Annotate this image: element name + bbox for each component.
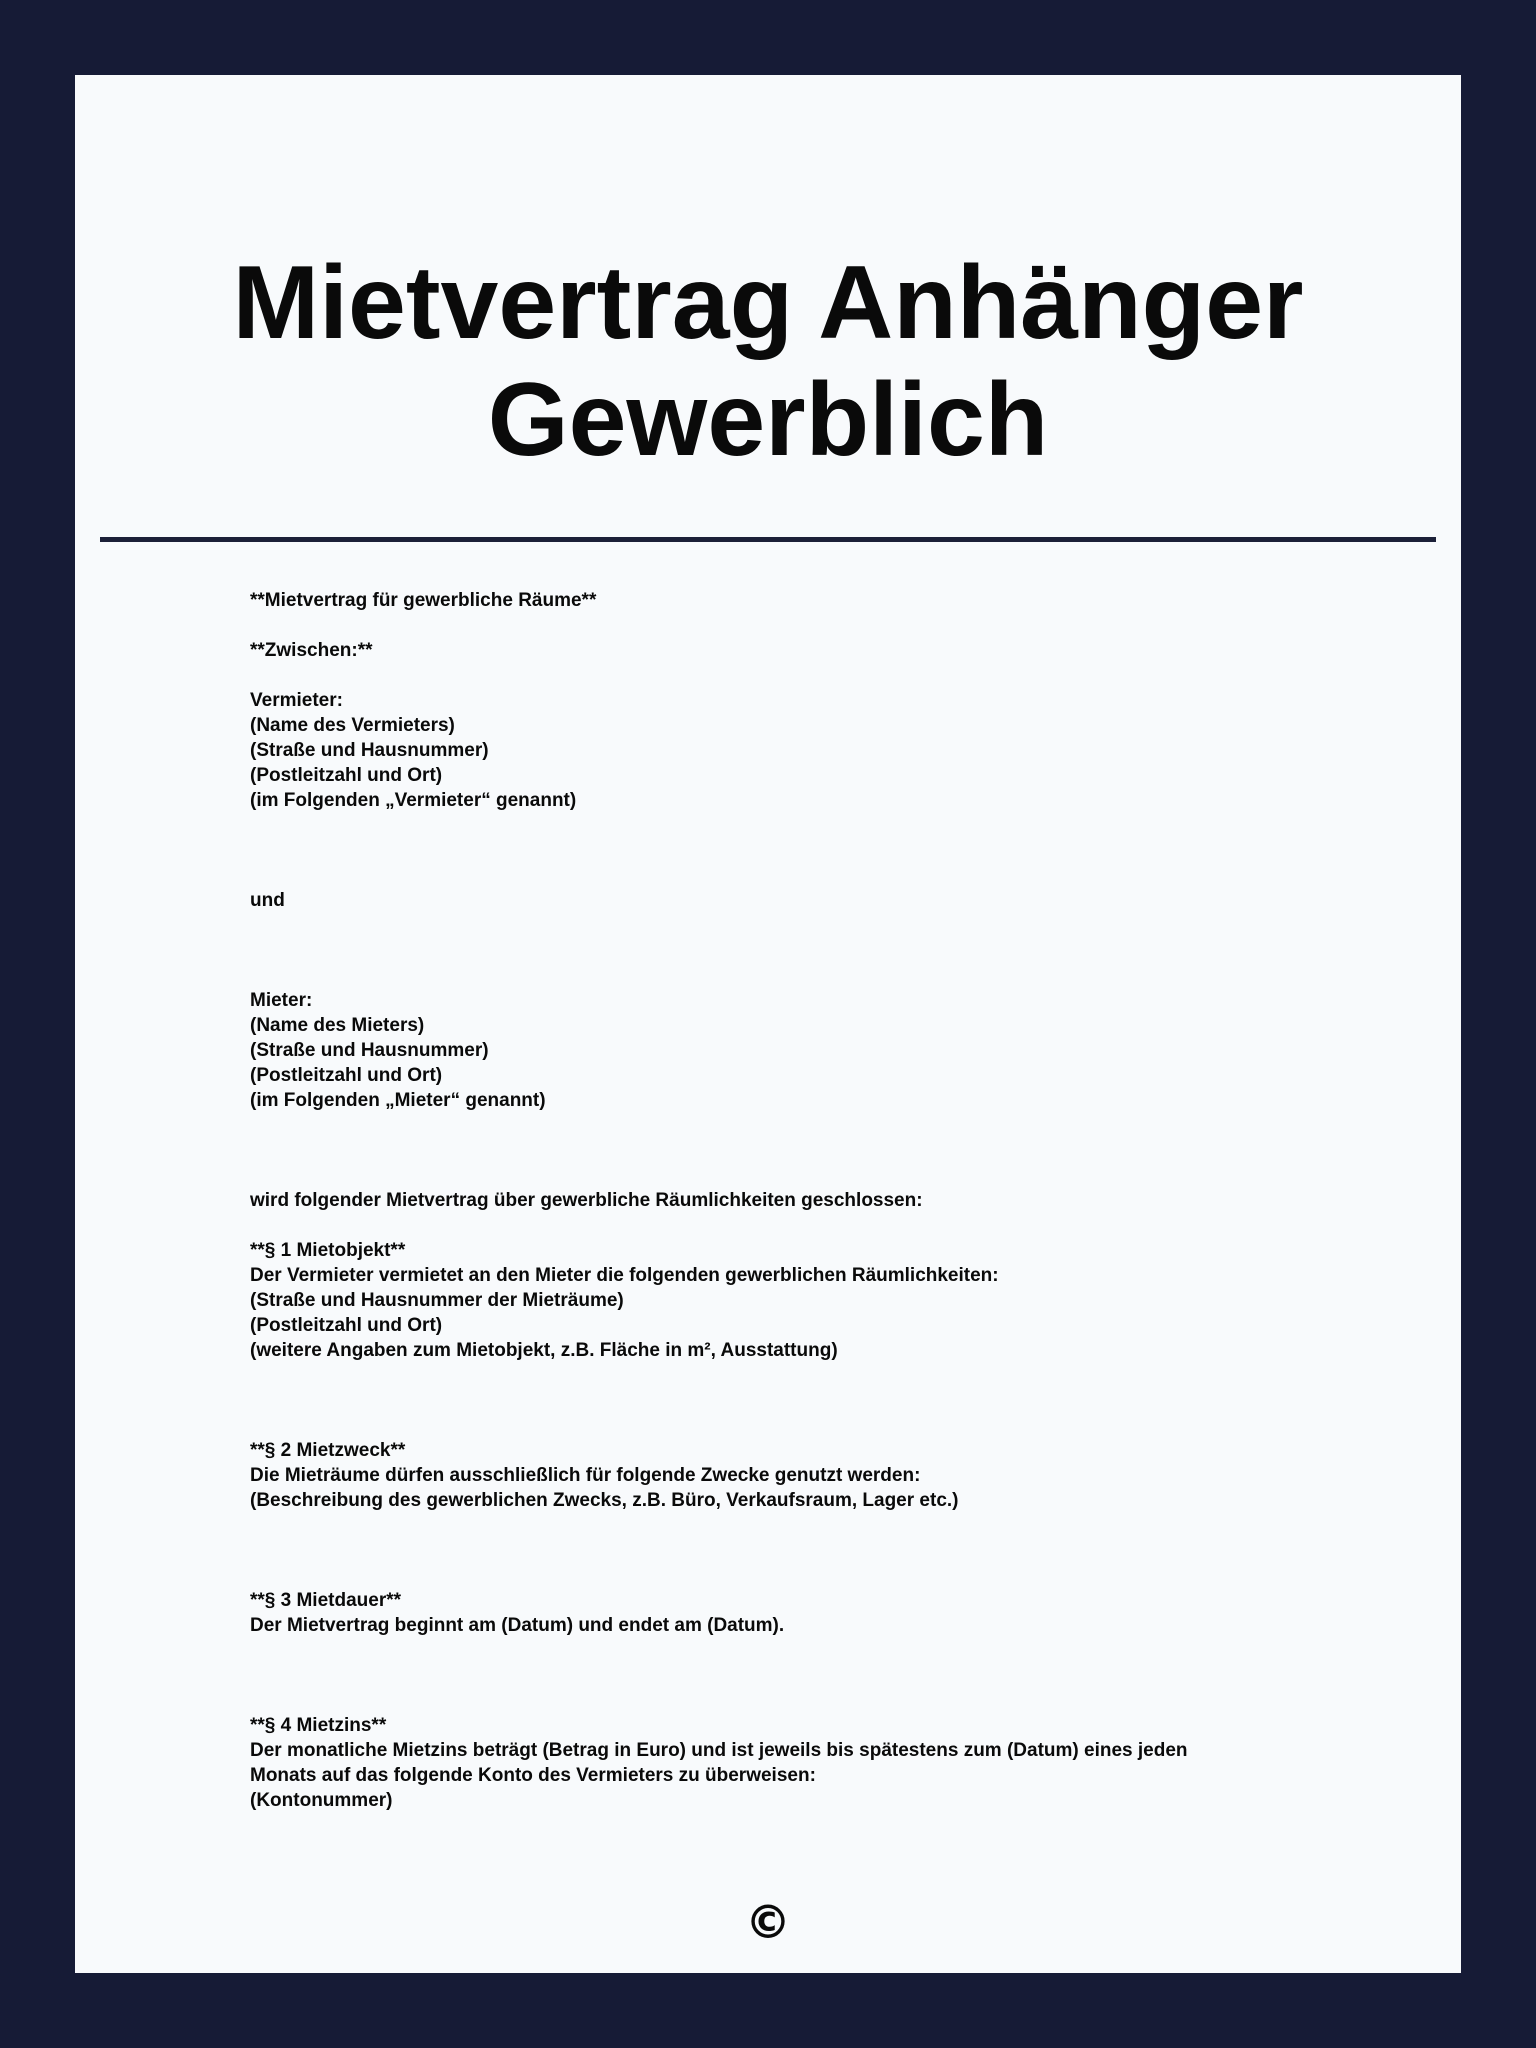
document-line	[250, 1138, 1330, 1163]
document-line: wird folgender Mietvertrag über gewerbliche Räumlichkeiten geschlossen:	[250, 1190, 923, 1211]
document-line: **Zwischen:**	[250, 640, 373, 661]
document-line: Der Vermieter vermietet an den Mieter die folgenden gewerblichen Räumlichkeiten:	[250, 1265, 999, 1286]
document-line: (Postleitzahl und Ort)	[250, 1315, 443, 1336]
document-line	[250, 1688, 1330, 1713]
document-line	[250, 1413, 1330, 1438]
document-line: (Kontonummer)	[250, 1790, 393, 1811]
document-line	[250, 1388, 1330, 1413]
document-line: Der Mietvertrag beginnt am (Datum) und endet am (Datum).	[250, 1615, 785, 1636]
document-line: (im Folgenden „Mieter“ genannt)	[250, 1090, 546, 1111]
document-title	[75, 245, 1461, 479]
document-line: Monats auf das folgende Konto des Vermieters zu überweisen:	[250, 1765, 816, 1786]
document-line	[250, 663, 1330, 688]
document-line	[250, 1513, 1330, 1538]
document-line	[250, 913, 1330, 938]
document-line	[250, 1213, 1330, 1238]
document-line: **Mietvertrag für gewerbliche Räume**	[250, 590, 597, 611]
document-line: (Postleitzahl und Ort)	[250, 1065, 443, 1086]
document-line: (Straße und Hausnummer)	[250, 740, 489, 761]
document-line: (Postleitzahl und Ort)	[250, 765, 443, 786]
document-line: (Straße und Hausnummer)	[250, 1040, 489, 1061]
document-line: und	[250, 890, 285, 911]
document-line	[250, 863, 1330, 888]
document-line	[250, 613, 1330, 638]
document-body	[250, 588, 1330, 1813]
document-line	[250, 963, 1330, 988]
document-page	[75, 75, 1461, 1973]
document-line	[250, 1563, 1330, 1588]
document-line: (weitere Angaben zum Mietobjekt, z.B. Fläche in m², Ausstattung)	[250, 1340, 838, 1361]
document-line	[250, 1638, 1330, 1663]
document-line: (Straße und Hausnummer der Mieträume)	[250, 1290, 624, 1311]
document-line	[250, 1363, 1330, 1388]
title-divider	[100, 537, 1436, 542]
title-line-1: Mietvertrag Anhänger	[232, 245, 1304, 361]
document-line	[250, 1538, 1330, 1563]
document-line	[250, 938, 1330, 963]
document-line: **§ 1 Mietobjekt**	[250, 1240, 406, 1261]
document-line: **§ 4 Mietzins**	[250, 1715, 387, 1736]
document-line	[250, 813, 1330, 838]
document-line	[250, 1163, 1330, 1188]
copyright-symbol: ©	[745, 1895, 791, 1949]
document-line	[250, 1663, 1330, 1688]
document-line: Vermieter:	[250, 690, 343, 711]
document-line: (Name des Vermieters)	[250, 715, 455, 736]
document-line	[250, 1113, 1330, 1138]
document-line: Die Mieträume dürfen ausschließlich für folgende Zwecke genutzt werden:	[250, 1465, 921, 1486]
title-line-2: Gewerblich	[487, 362, 1049, 478]
document-line	[250, 838, 1330, 863]
document-line: Der monatliche Mietzins beträgt (Betrag in Euro) und ist jeweils bis spätestens zum (Datum) eines jeden	[250, 1740, 1188, 1761]
document-line: (Name des Mieters)	[250, 1015, 425, 1036]
document-line: **§ 3 Mietdauer**	[250, 1590, 402, 1611]
document-line: (Beschreibung des gewerblichen Zwecks, z.B. Büro, Verkaufsraum, Lager etc.)	[250, 1490, 959, 1511]
document-line: Mieter:	[250, 990, 313, 1011]
document-line: **§ 2 Mietzweck**	[250, 1440, 406, 1461]
document-line: (im Folgenden „Vermieter“ genannt)	[250, 790, 577, 811]
